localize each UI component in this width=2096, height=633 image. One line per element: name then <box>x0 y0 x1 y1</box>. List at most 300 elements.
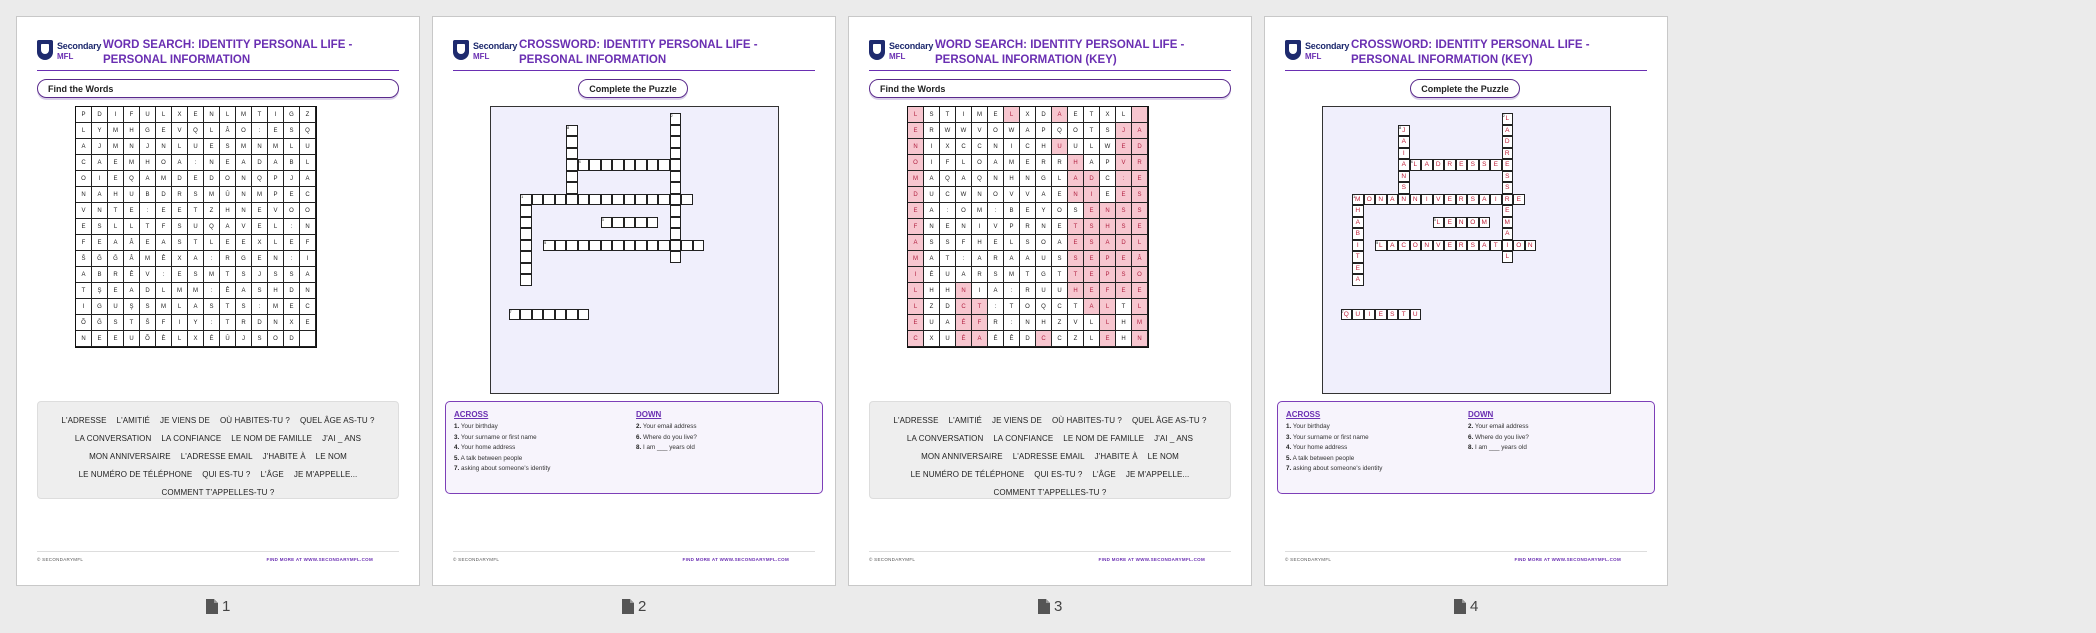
grid-cell: E <box>1084 203 1100 219</box>
clue-number: 8 <box>567 124 570 130</box>
crossword-cell: S <box>1479 159 1491 171</box>
crossword-cell[interactable] <box>520 228 532 240</box>
crossword-cell[interactable] <box>543 194 555 206</box>
grid-cell: X <box>1020 107 1036 123</box>
clue-text: Your surname or first name <box>460 433 537 441</box>
footer-copyright: © SECONDARYMFL <box>453 557 500 562</box>
grid-cell: A <box>1020 251 1036 267</box>
crossword-cell[interactable] <box>647 240 659 252</box>
clues-down-title: DOWN <box>1468 410 1494 419</box>
crossword-cell[interactable] <box>647 217 659 229</box>
grid-cell: T <box>1068 299 1084 315</box>
crossword-cell: O <box>1467 217 1479 229</box>
grid-cell: Q <box>972 171 988 187</box>
brand-name: Secondary <box>889 41 934 51</box>
grid-cell: A <box>1004 251 1020 267</box>
page-number[interactable] <box>206 596 266 616</box>
crossword-cell: A <box>1352 274 1364 286</box>
crossword-cell: R <box>1502 194 1514 206</box>
grid-cell: N <box>988 171 1004 187</box>
crossword-cell[interactable] <box>520 274 532 286</box>
crossword-cell[interactable] <box>543 309 555 321</box>
crossword-cell[interactable] <box>624 159 636 171</box>
grid-cell: E <box>204 139 220 155</box>
crossword-cell[interactable] <box>612 217 624 229</box>
crossword-cell[interactable] <box>520 251 532 263</box>
grid-cell: C <box>1100 171 1116 187</box>
page-number-label: 1 <box>222 597 231 615</box>
crossword-cell[interactable] <box>589 159 601 171</box>
crossword-cell[interactable] <box>543 240 555 252</box>
grid-cell: E <box>108 331 124 347</box>
grid-cell: E <box>76 219 92 235</box>
crossword-cell: E <box>1444 240 1456 252</box>
grid-cell: S <box>284 123 300 139</box>
grid-cell: P <box>1036 123 1052 139</box>
footer-link[interactable]: FIND MORE AT WWW.SECONDARYMFL.COM <box>682 557 789 562</box>
crossword-cell[interactable] <box>601 240 613 252</box>
crossword-cell[interactable] <box>670 251 682 263</box>
grid-cell: U <box>188 219 204 235</box>
clue-text: Your email address <box>1474 423 1529 430</box>
clue-number: 4 <box>1410 159 1413 164</box>
grid-cell: : <box>956 251 972 267</box>
crossword-cell[interactable] <box>601 159 613 171</box>
grid-cell: X <box>924 331 940 347</box>
footer-link[interactable]: FIND MORE AT WWW.SECONDARYMFL.COM <box>266 557 373 562</box>
grid-cell: Z <box>1068 331 1084 347</box>
grid-cell: H <box>1100 219 1116 235</box>
grid-cell: S <box>172 219 188 235</box>
document-icon <box>622 599 634 614</box>
grid-cell: A <box>156 235 172 251</box>
footer-copyright: © SECONDARYMFL <box>869 557 916 562</box>
crossword-cell[interactable] <box>624 217 636 229</box>
grid-cell: E <box>252 203 268 219</box>
grid-cell: R <box>220 251 236 267</box>
page-title: CROSSWORD: IDENTITY PERSONAL LIFE - PERSONAL INFORMATION <box>519 39 758 66</box>
crossword-cell[interactable] <box>555 240 567 252</box>
page-title: CROSSWORD: IDENTITY PERSONAL LIFE - PERSONAL INFORMATION (KEY) <box>1351 39 1590 66</box>
crossword-cell[interactable] <box>670 205 682 217</box>
grid-cell: T <box>1116 299 1132 315</box>
clue <box>1468 444 1529 451</box>
grid-cell: B <box>92 267 108 283</box>
word-list-item: L'ADRESSE <box>61 416 107 425</box>
clue-number: 7. <box>454 465 460 472</box>
grid-row <box>908 171 1148 187</box>
crossword-cell[interactable] <box>635 217 647 229</box>
word-list-item: JE M'APPELLE... <box>293 470 358 479</box>
grid-cell: N <box>1132 331 1148 347</box>
footer-copyright: © SECONDARYMFL <box>1285 557 1332 562</box>
clue <box>454 455 550 462</box>
crossword-cell[interactable] <box>578 309 590 321</box>
grid-cell: S <box>1116 219 1132 235</box>
clues-down <box>636 410 697 455</box>
clue <box>636 434 697 441</box>
crossword-cell[interactable] <box>520 240 532 252</box>
word-list-item: QUI ES-TU ? <box>202 470 251 479</box>
clue-number: 8. <box>636 444 642 451</box>
crossword-cell[interactable] <box>566 159 578 171</box>
page <box>432 16 836 586</box>
crossword-cell[interactable] <box>566 194 578 206</box>
crossword-cell[interactable] <box>589 194 601 206</box>
clue-number: 1 <box>1353 193 1356 199</box>
crossword-cell[interactable] <box>635 194 647 206</box>
grid-cell: S <box>1084 235 1100 251</box>
crossword-cell[interactable] <box>612 194 624 206</box>
grid-cell: N <box>236 187 252 203</box>
word-list-item: LE NOM DE FAMILLE <box>1063 434 1145 443</box>
grid-cell: : <box>988 203 1004 219</box>
crossword-cell[interactable] <box>624 240 636 252</box>
crossword-cell[interactable] <box>612 240 624 252</box>
grid-cell: H <box>1116 331 1132 347</box>
crossword-cell: N <box>1398 171 1410 183</box>
section-pill <box>578 79 688 98</box>
logo <box>869 39 934 65</box>
grid-cell: N <box>204 107 220 123</box>
grid-row <box>908 219 1148 235</box>
crossword-cell[interactable] <box>555 309 567 321</box>
crossword-cell[interactable] <box>635 159 647 171</box>
clue <box>454 423 550 430</box>
grid-cell: É <box>988 331 1004 347</box>
grid-cell: Q <box>124 171 140 187</box>
grid-cell: : <box>204 315 220 331</box>
crossword-cell: N <box>1375 194 1387 206</box>
grid-row <box>908 283 1148 299</box>
crossword-cell: S <box>1467 240 1479 252</box>
grid-cell: Q <box>204 219 220 235</box>
grid-cell: E <box>252 219 268 235</box>
grid-cell: D <box>284 331 300 347</box>
crossword-cell[interactable] <box>658 194 670 206</box>
grid-cell: I <box>972 283 988 299</box>
grid-cell: H <box>108 187 124 203</box>
crossword-cell[interactable] <box>509 309 521 321</box>
grid-cell: A <box>300 171 316 187</box>
title-rule <box>37 70 399 71</box>
footer-rule <box>453 551 815 552</box>
grid-cell: Š <box>76 251 92 267</box>
grid-cell: E <box>220 155 236 171</box>
clue-number: 1. <box>1286 423 1292 430</box>
grid-cell: H <box>1004 171 1020 187</box>
grid-cell: H <box>220 203 236 219</box>
crossword-cell[interactable] <box>670 136 682 148</box>
grid-cell: I <box>108 107 124 123</box>
grid-cell: U <box>940 331 956 347</box>
grid-cell: C <box>956 139 972 155</box>
grid-cell: M <box>908 251 924 267</box>
grid-cell: O <box>1052 203 1068 219</box>
grid-cell: I <box>92 171 108 187</box>
grid-cell: Z <box>204 203 220 219</box>
grid-cell: A <box>188 299 204 315</box>
crossword-cell: M <box>1479 217 1491 229</box>
grid-cell: L <box>908 283 924 299</box>
grid-cell: C <box>300 187 316 203</box>
grid-cell: P <box>76 107 92 123</box>
grid-cell: L <box>268 235 284 251</box>
document-icon <box>1454 599 1466 614</box>
crossword-cell: N <box>1410 194 1422 206</box>
grid-cell: E <box>988 107 1004 123</box>
clue <box>1286 434 1382 441</box>
grid-cell: E <box>92 331 108 347</box>
grid-cell: N <box>1036 219 1052 235</box>
page-number-label: 2 <box>638 597 647 615</box>
crossword-cell[interactable] <box>670 182 682 194</box>
grid-cell: A <box>1068 171 1084 187</box>
page-number-label: 3 <box>1054 597 1063 615</box>
grid-cell: T <box>940 251 956 267</box>
grid-row <box>908 187 1148 203</box>
crossword-cell[interactable] <box>681 194 693 206</box>
grid-cell: Z <box>300 107 316 123</box>
footer-link[interactable]: FIND MORE AT WWW.SECONDARYMFL.COM <box>1098 557 1205 562</box>
crossword-cell[interactable] <box>566 309 578 321</box>
grid-cell: S <box>1052 251 1068 267</box>
grid-cell: N <box>988 139 1004 155</box>
crossword-cell: S <box>1467 194 1479 206</box>
brand-sub: MFL <box>473 52 490 61</box>
word-list-item: JE VIENS DE <box>991 416 1042 425</box>
clue-number: 2. <box>1468 423 1474 430</box>
grid-cell: T <box>252 107 268 123</box>
crossword-cell[interactable] <box>635 240 647 252</box>
grid-cell: R <box>972 267 988 283</box>
crossword-cell[interactable] <box>670 240 682 252</box>
word-list-item: J'HABITE À <box>1094 452 1138 461</box>
crossword-cell[interactable] <box>520 263 532 275</box>
grid-cell: A <box>76 139 92 155</box>
clue-number: 2 <box>670 113 673 118</box>
crossword-cell[interactable] <box>578 194 590 206</box>
crossword-cell[interactable] <box>520 217 532 229</box>
grid-cell: C <box>1036 331 1052 347</box>
word-list-item: L'ADRESSE EMAIL <box>180 452 253 461</box>
crossword-cell: U <box>1352 309 1364 321</box>
word-list-item: L'ADRESSE EMAIL <box>1012 452 1085 461</box>
grid-cell: F <box>956 235 972 251</box>
grid-cell: M <box>204 187 220 203</box>
grid-cell: L <box>1004 235 1020 251</box>
grid-cell: M <box>108 123 124 139</box>
grid-cell: S <box>92 219 108 235</box>
grid-cell: E <box>1052 187 1068 203</box>
crossword-cell: D <box>1433 159 1445 171</box>
crossword-cell[interactable] <box>670 171 682 183</box>
grid-cell: Y <box>1036 203 1052 219</box>
crossword-cell[interactable] <box>532 309 544 321</box>
grid-cell: Õ <box>140 331 156 347</box>
crossword-cell[interactable] <box>566 125 578 137</box>
crossword-cell[interactable] <box>693 240 705 252</box>
clue-number: 7 <box>509 308 512 314</box>
grid-row <box>76 267 316 283</box>
grid-cell: D <box>252 155 268 171</box>
logo <box>1285 39 1350 65</box>
grid-cell: N <box>908 139 924 155</box>
grid-cell: C <box>1052 299 1068 315</box>
crossword-cell[interactable] <box>566 171 578 183</box>
grid-cell: M <box>236 139 252 155</box>
grid-cell: H <box>1116 315 1132 331</box>
title-rule <box>1285 70 1647 71</box>
grid-cell: Ê <box>124 267 140 283</box>
grid-cell: I <box>908 267 924 283</box>
clue-text: Your birthday <box>460 423 498 430</box>
crossword-cell[interactable] <box>589 240 601 252</box>
crossword-cell[interactable] <box>670 194 682 206</box>
clue-text: A talk between people <box>460 454 523 462</box>
grid-cell: H <box>1068 155 1084 171</box>
grid-cell: B <box>1004 203 1020 219</box>
grid-cell: N <box>1068 187 1084 203</box>
crossword-cell[interactable] <box>566 136 578 148</box>
clues-box <box>1277 401 1655 494</box>
grid-cell: X <box>172 251 188 267</box>
crossword-cell[interactable] <box>566 182 578 194</box>
crossword-cell[interactable] <box>566 240 578 252</box>
grid-cell: D <box>1036 107 1052 123</box>
grid-cell: L <box>284 139 300 155</box>
grid-cell: E <box>1132 171 1148 187</box>
grid-cell: T <box>220 315 236 331</box>
grid-row <box>76 171 316 187</box>
crossword-cell[interactable] <box>670 148 682 160</box>
grid-cell: S <box>188 267 204 283</box>
grid-cell: D <box>1132 139 1148 155</box>
grid-cell: Ğ <box>108 251 124 267</box>
page-number[interactable] <box>622 596 682 616</box>
grid-cell: L <box>1084 331 1100 347</box>
grid-cell: O <box>1132 267 1148 283</box>
grid-cell: F <box>76 235 92 251</box>
grid-cell: N <box>1020 315 1036 331</box>
document-icon <box>1038 599 1050 614</box>
grid-cell: É <box>204 331 220 347</box>
grid-cell: O <box>1068 123 1084 139</box>
crossword-cell[interactable] <box>566 148 578 160</box>
word-list-item: LE NUMÉRO DE TÉLÉPHONE <box>910 470 1025 479</box>
grid-cell: S <box>204 299 220 315</box>
shield-icon <box>869 40 885 60</box>
grid-cell: N <box>204 155 220 171</box>
crossword-cell[interactable] <box>578 240 590 252</box>
grid-cell: E <box>284 235 300 251</box>
crossword-cell[interactable] <box>681 240 693 252</box>
grid-cell: M <box>268 139 284 155</box>
grid-cell: O <box>268 331 284 347</box>
crossword-cell[interactable] <box>658 159 670 171</box>
grid-cell: R <box>236 315 252 331</box>
crossword-cell[interactable] <box>647 194 659 206</box>
page-number[interactable] <box>1454 596 1514 616</box>
pages-strip <box>16 16 1676 615</box>
grid-cell: Q <box>940 171 956 187</box>
crossword-cell: I <box>1490 194 1502 206</box>
crossword-cell[interactable] <box>647 159 659 171</box>
grid-cell: E <box>908 123 924 139</box>
section-pill-label: Complete the Puzzle <box>1421 83 1509 94</box>
grid-cell: L <box>156 107 172 123</box>
crossword-cell: R <box>1456 194 1468 206</box>
footer-link[interactable]: FIND MORE AT WWW.SECONDARYMFL.COM <box>1514 557 1621 562</box>
grid-cell: V <box>236 219 252 235</box>
clues-across <box>454 410 550 476</box>
grid-cell: : <box>204 251 220 267</box>
grid-cell: M <box>172 283 188 299</box>
crossword-cell[interactable] <box>624 194 636 206</box>
word-list-item: LE NOM <box>1147 452 1179 461</box>
page-title: WORD SEARCH: IDENTITY PERSONAL LIFE - PERSONAL INFORMATION (KEY) <box>935 39 1185 66</box>
crossword-cell[interactable] <box>578 159 590 171</box>
crossword-cell[interactable] <box>670 113 682 125</box>
clue <box>1286 455 1382 462</box>
crossword-cell[interactable] <box>520 194 532 206</box>
crossword-cell[interactable] <box>670 125 682 137</box>
crossword-cell[interactable] <box>532 194 544 206</box>
grid-cell: Â <box>1132 251 1148 267</box>
grid-cell: N <box>236 171 252 187</box>
grid-cell: E <box>1068 235 1084 251</box>
crossword-cell[interactable] <box>601 217 613 229</box>
crossword-cell[interactable] <box>612 159 624 171</box>
crossword-cell[interactable] <box>670 228 682 240</box>
word-list-item: J'AI _ ANS <box>322 434 362 443</box>
grid-cell: C <box>956 299 972 315</box>
grid-row <box>76 235 316 251</box>
grid-cell: E <box>284 299 300 315</box>
grid-cell: É <box>956 315 972 331</box>
grid-cell: T <box>124 315 140 331</box>
shield-icon <box>453 40 469 60</box>
grid-cell: L <box>76 123 92 139</box>
clue <box>1286 423 1382 430</box>
crossword-cell[interactable] <box>555 194 567 206</box>
grid-cell: S <box>252 283 268 299</box>
word-list-item: OÙ HABITES-TU ? <box>219 416 290 425</box>
crossword-cell[interactable] <box>670 159 682 171</box>
grid-cell: E <box>172 267 188 283</box>
grid-cell: M <box>140 251 156 267</box>
grid-cell: A <box>236 155 252 171</box>
grid-cell: S <box>988 267 1004 283</box>
crossword-cell: E <box>1513 194 1525 206</box>
crossword-cell: B <box>1352 228 1364 240</box>
crossword-cell[interactable] <box>520 205 532 217</box>
crossword-cell: E <box>1444 217 1456 229</box>
page-number[interactable] <box>1038 596 1098 616</box>
crossword-cell[interactable] <box>520 309 532 321</box>
clue <box>1286 444 1382 451</box>
crossword-cell[interactable] <box>601 194 613 206</box>
crossword-cell: E <box>1456 159 1468 171</box>
crossword-cell: I <box>1398 148 1410 160</box>
crossword-cell[interactable] <box>658 240 670 252</box>
grid-cell: E <box>108 283 124 299</box>
crossword-cell: L <box>1502 251 1514 263</box>
crossword-cell[interactable] <box>670 217 682 229</box>
crossword-cell: I <box>1352 240 1364 252</box>
crossword-cell: C <box>1398 240 1410 252</box>
word-search-grid <box>907 106 1149 348</box>
